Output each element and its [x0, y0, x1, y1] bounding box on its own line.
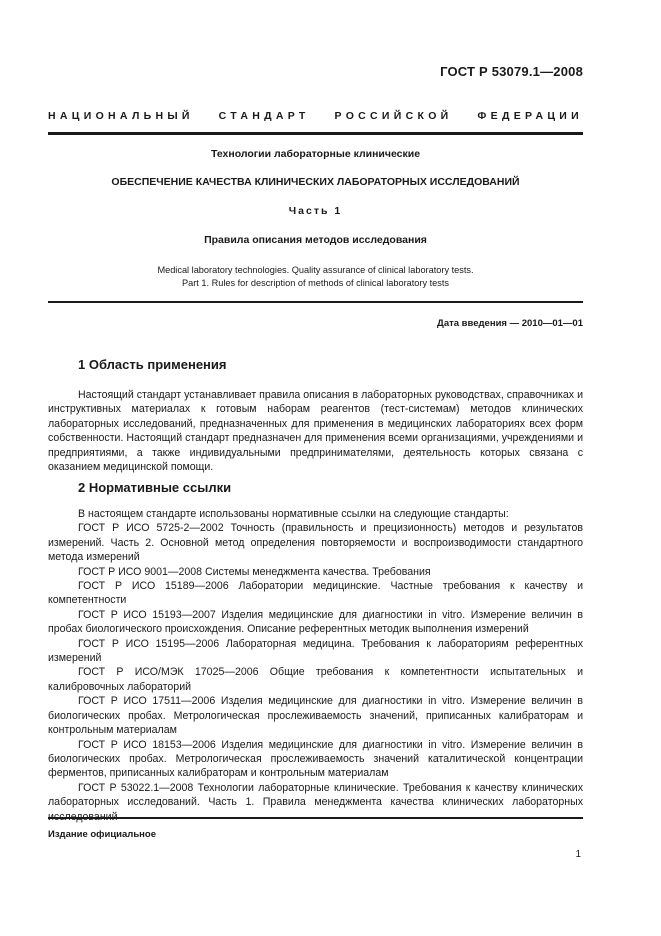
section-1-heading: 1 Область применения	[78, 357, 227, 372]
national-standard-banner: НАЦИОНАЛЬНЫЙ СТАНДАРТ РОССИЙСКОЙ ФЕДЕРАЦИИ	[48, 110, 583, 122]
official-edition-label: Издание официальное	[48, 829, 156, 840]
standard-number: ГОСТ Р 53079.1—2008	[440, 64, 583, 79]
page-number: 1	[575, 849, 581, 860]
reference-item: ГОСТ Р ИСО/МЭК 17025—2006 Общие требования к компетентности испытательных и калибровочных лабораторий	[48, 666, 583, 693]
reference-item: ГОСТ Р ИСО 15193—2007 Изделия медицинские для диагностики in vitro. Измерение величин в пробах биологического происхождения. Описание референтных методик выполнения измерений	[48, 608, 583, 636]
reference-item: ГОСТ Р 53022.1—2008 Технологии лабораторные клинические. Требования к качеству клинических лабораторных исследований. Часть 1. Правила менеджмента качества клинических лабораторных	[48, 781, 583, 809]
effective-date: Дата введения — 2010—01—01	[437, 318, 583, 329]
section-2-body	[48, 507, 583, 824]
header-divider	[48, 132, 583, 135]
title-divider	[48, 301, 583, 303]
reference-item: ГОСТ Р ИСО 9001—2008 Системы менеджмента качества. Требования	[78, 565, 431, 578]
main-title: ОБЕСПЕЧЕНИЕ КАЧЕСТВА КЛИНИЧЕСКИХ ЛАБОРАТОРНЫХ ИССЛЕДОВАНИЙ	[111, 176, 520, 188]
part-title: Часть 1	[288, 205, 343, 217]
reference-item: ГОСТ Р ИСО 15195—2006 Лабораторная медицина. Требования к лабораториям референтных измерений	[48, 637, 583, 665]
section-1-paragraph: Настоящий стандарт устанавливает правила описания в лабораторных руководствах, справочниках и инструктивных материалах к готовым наборам реагентов (тест-системам) методов клинических лабораторных исследований, предназначенных для применения в медицинских лабораториях всех форм собственности. Настоящий стандарт предназначен для применения всеми организациями, учреждениями и предприятиями, а также индивидуальными предпринимателями, деятельность которых связана с оказанием медицинской помощи.	[48, 389, 583, 474]
subject-title: Технологии лабораторные клинические	[210, 148, 421, 160]
reference-item: ГОСТ Р ИСО 5725-2—2002 Точность (правильность и прецизионность) методов и результатов измерений. Часть 2. Основной метод определения повторяемости и воспроизводимости стандартного метода измерений	[48, 522, 583, 564]
footer-divider	[48, 817, 583, 819]
rules-title: Правила описания методов исследования	[204, 234, 427, 246]
section-2-heading: 2 Нормативные ссылки	[78, 480, 232, 495]
reference-item: ГОСТ Р ИСО 18153—2006 Изделия медицинские для диагностики in vitro. Измерение величин в биологических пробах. Метрологическая прослеживаемость значений каталитической концентрации ферментов, приписанных калибраторам и контрольным материалам	[48, 738, 583, 780]
reference-item: ГОСТ Р ИСО 17511—2006 Изделия медицинские для диагностики in vitro. Измерение величин в биологических пробах. Метрологическая прослеживаемость значений, приписанных калибраторам и контрольным материалам	[48, 695, 583, 737]
references-intro: В настоящем стандарте использованы нормативные ссылки на следующие стандарты:	[78, 508, 509, 520]
english-title-line-1: Medical laboratory technologies. Quality assurance of clinical laboratory tests.	[157, 265, 474, 275]
section-1-body	[48, 388, 583, 474]
reference-item: ГОСТ Р ИСО 15189—2006 Лаборатории медицинские. Частные требования к качеству и компетентности	[48, 580, 583, 607]
english-title-line-2: Part 1. Rules for description of methods of clinical laboratory tests	[181, 278, 450, 288]
